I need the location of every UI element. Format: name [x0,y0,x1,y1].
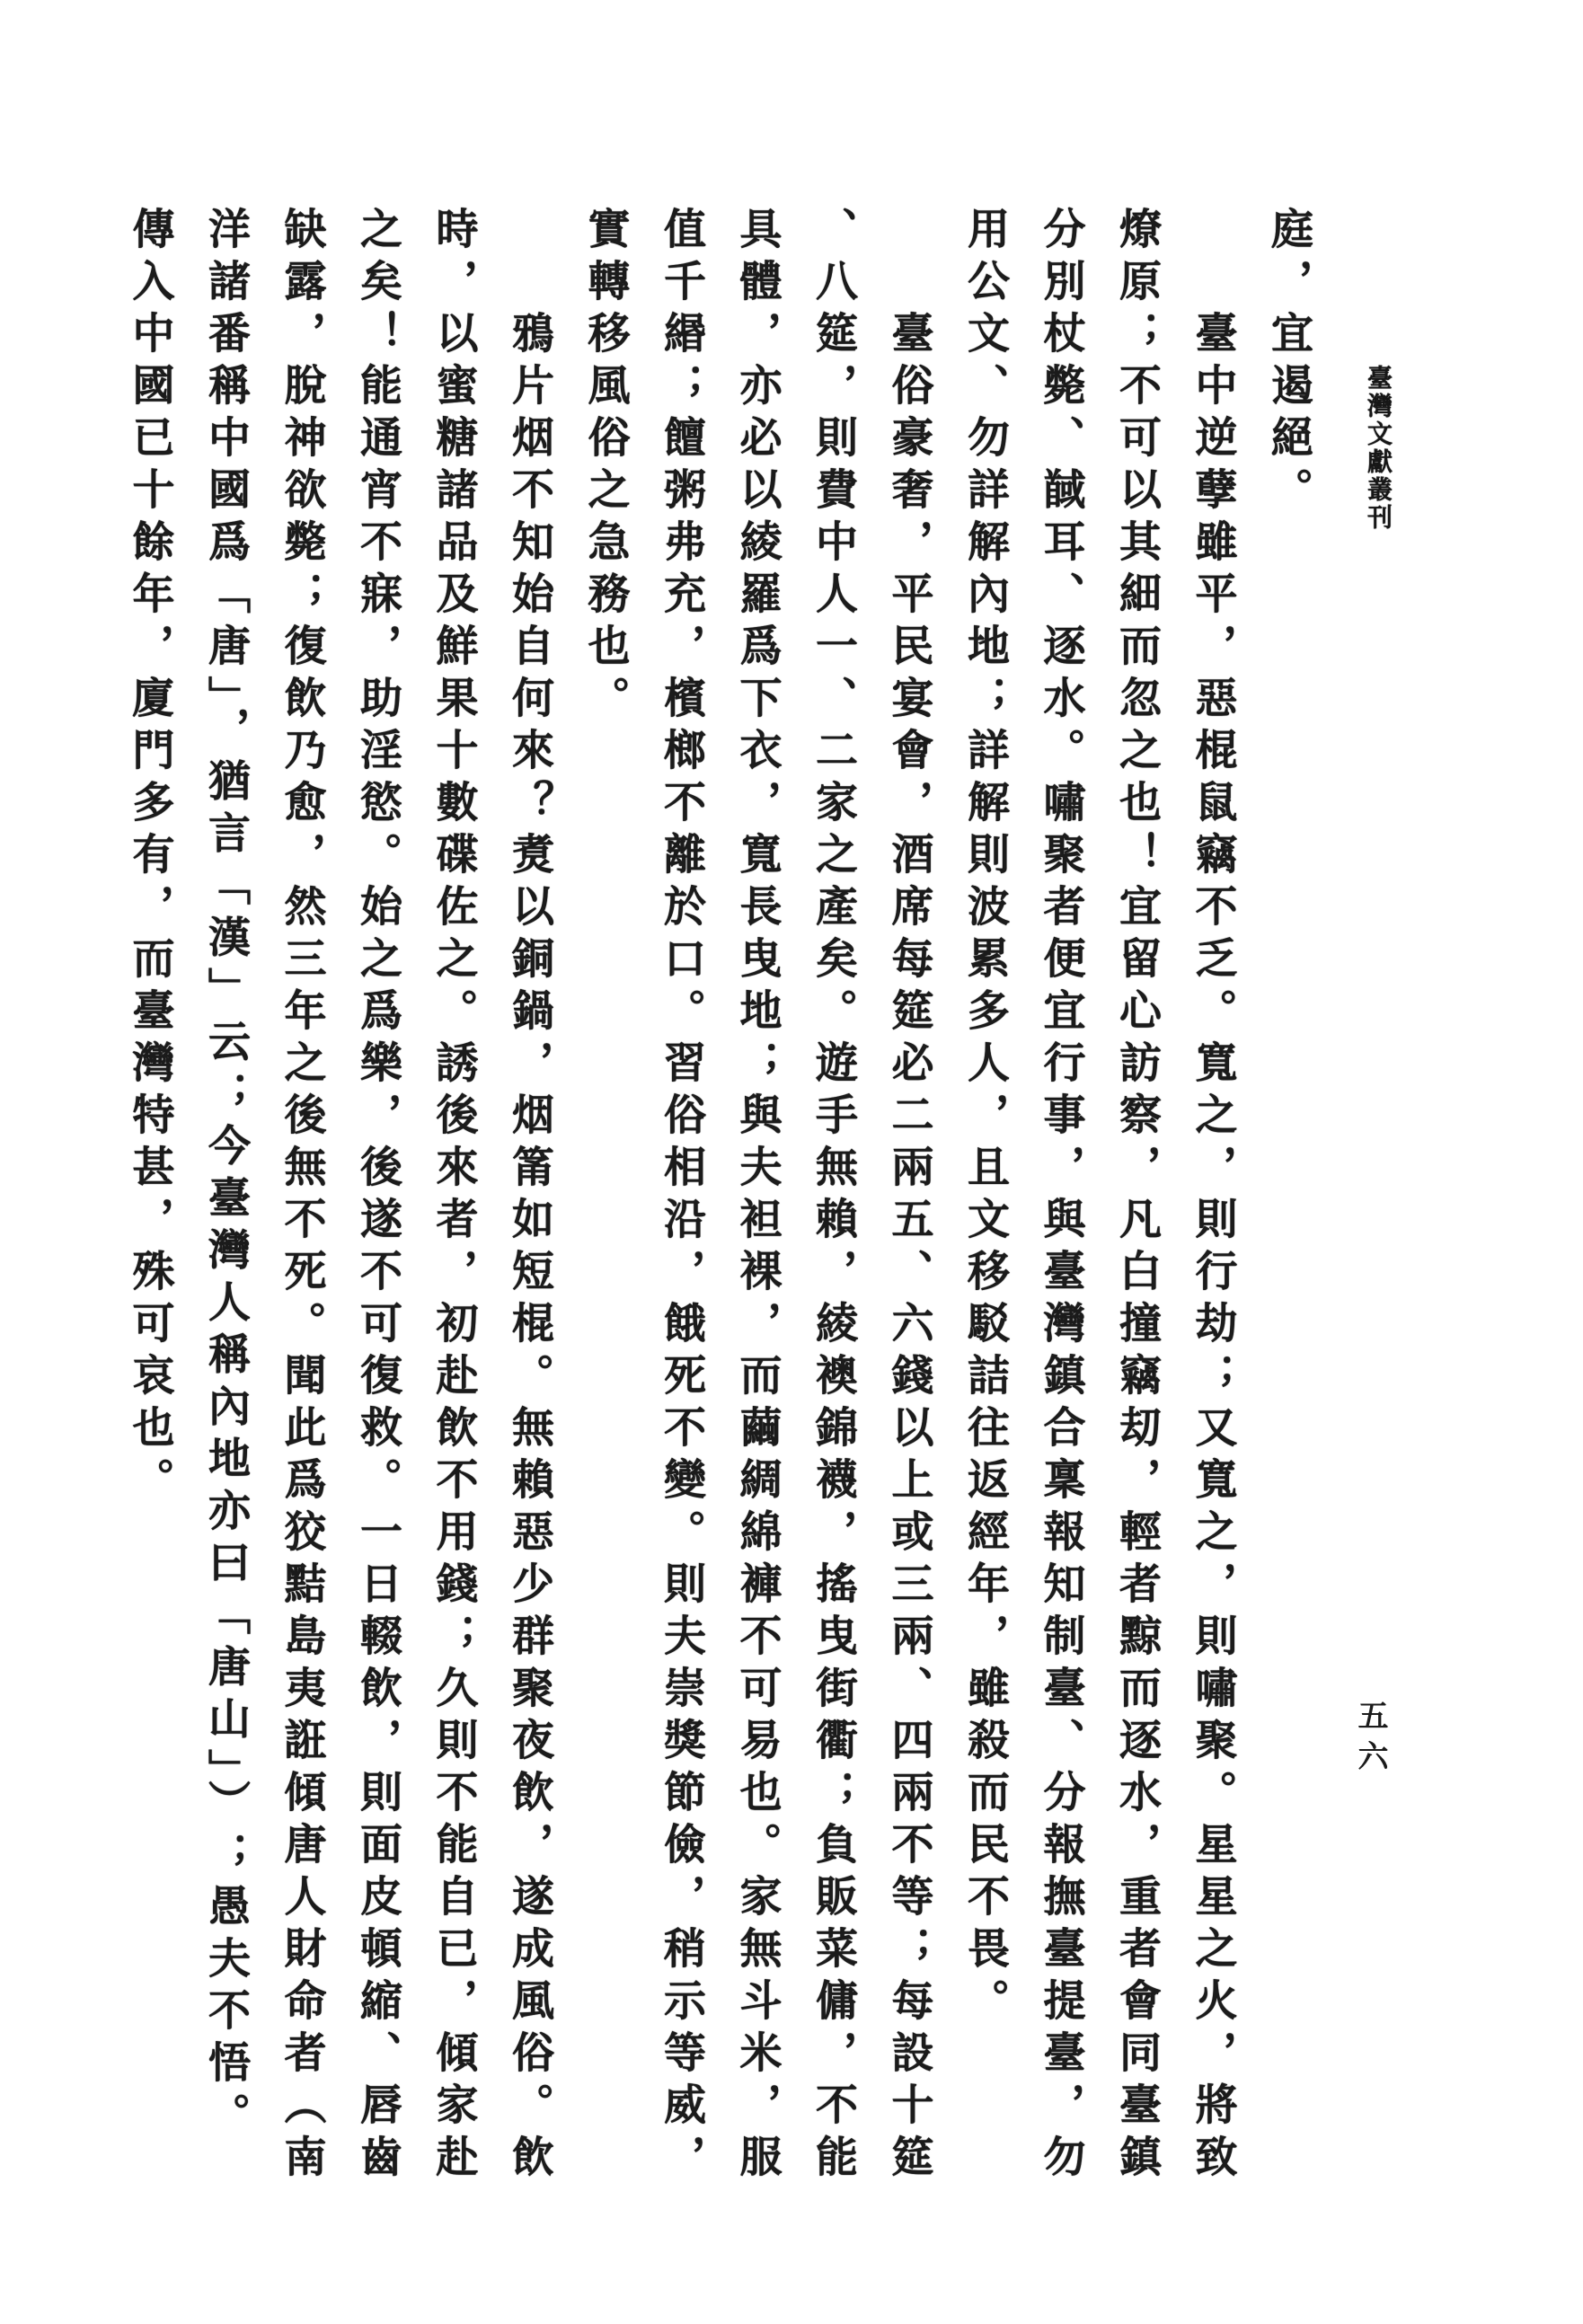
text-column: 鴉片烟不知始自何來？煑以銅鍋，烟筩如短棍。無賴惡少群聚夜飲，遂成風俗。飲 [506,311,553,2187]
text-column: 值千緡；饘粥弗充，檳榔不離於口。習俗相沿，餓死不變。則夫崇獎節儉，稍示等威， [658,207,704,2187]
text-column: 用公文、勿詳解內地；詳解則波累多人，且文移駁詰往返經年，雖殺而民不畏。 [961,207,1008,2030]
text-column: 之矣！能通宵不寐，助淫慾。始之爲樂，後遂不可復救。一日輟飲，則面皮頓縮、唇齒 [354,207,401,2187]
text-column: 燎原；不可以其細而忽之也！宜留心訪察，凡白撞竊刧，輕者黥而逐水，重者會同臺鎮 [1113,207,1160,2187]
text-column: 時，以蜜糖諸品及鮮果十數碟佐之。誘後來者，初赴飲不用錢；久則不能自已，傾家赴 [429,207,477,2187]
running-head: 臺灣文獻叢刊 [1364,365,1392,532]
text-column: 具體，亦必以綾羅爲下衣，寬長曳地；與夫袒裸，而繭綢綿褲不可易也。家無斗米，服 [733,207,781,2187]
text-column: 、八筵，則費中人一、二家之產矣。遊手無賴，綾襖錦襪，搖曳街衢；負販菜傭，不能 [809,207,856,2187]
text-column: 缺露，脫神欲斃；復飲乃愈，然三年之後無不死。聞此爲狡黠島夷誑傾唐人財命者（南 [278,207,325,2187]
text-column: 實轉移風俗之急務也。 [581,207,629,728]
text-column: 傳入中國已十餘年，廈門多有，而臺灣特甚，殊可哀也。 [126,207,173,1509]
text-column: 分別杖斃、馘耳、逐水。嘯聚者便宜行事，與臺灣鎮合稟報知制臺、分報撫臺提臺，勿 [1037,207,1084,2187]
text-column: 庭，宜遏絕。 [1265,207,1312,519]
text-column: 臺俗豪奢，平民宴會，酒席每筵必二兩五、六錢以上或三兩、四兩不等；每設十筵 [885,311,933,2187]
text-column: 臺中逆孽雖平，惡棍鼠竊不乏。寬之，則行劫；又寬之，則嘯聚。星星之火，將致 [1189,311,1236,2187]
text-column: 洋諸番稱中國爲「唐」，猶言「漢」云；今臺灣人稱內地亦曰「唐山」）；愚夫不悟。 [202,207,249,2144]
page-number: 五六 [1353,1700,1386,1781]
